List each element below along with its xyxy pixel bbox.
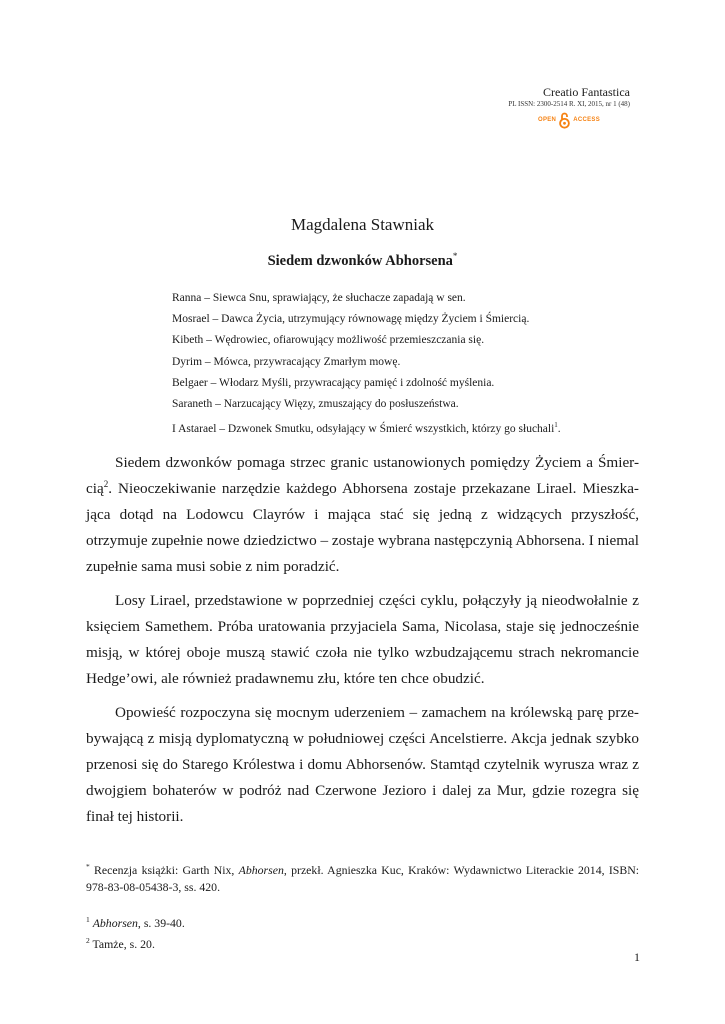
footnote-2 <box>86 932 639 953</box>
article-title-text: Siedem dzwonków Abhorsena <box>267 252 453 269</box>
journal-header <box>430 85 630 109</box>
open-access-logo <box>534 110 604 130</box>
article-title <box>0 246 725 271</box>
review-footnote <box>86 858 639 896</box>
bell-item: Dyrim – Mówca, przywracający Zmarłym mowę. <box>172 355 401 368</box>
review-book-title: Abhorsen <box>238 862 284 877</box>
footnote-1 <box>86 911 639 932</box>
footnote-1-mark: 1 <box>86 914 90 924</box>
bells-epigraph <box>172 288 632 440</box>
footnote-ref-1: 1 <box>554 421 558 430</box>
review-text-a: Recenzja książki: Garth Nix, <box>94 862 239 877</box>
open-lock-icon <box>559 111 570 129</box>
footnote-1-text: , s. 39-40. <box>137 915 185 930</box>
bell-item: Saraneth – Narzucający Więzy, zmuszający do posłuszeństwa. <box>172 398 459 411</box>
footnote-ref-2: 2 <box>103 478 109 489</box>
page-number: 1 <box>634 950 640 964</box>
bell-item: I Astarael – Dzwonek Smutku, odsyłający w Śmierć wszystkich, którzy go słuchali$^1$. <box>172 421 561 436</box>
body-paragraph-1b: . Nieoczekiwanie narzędzie każdego Abhorsena zostaje przekazane Lirael. Mieszka-jąca dotąd na Lodowcu Clayrów i mająca stać się jedną z widzących przyszłość, otrzymuje zupełnie nowe dziedzictwo – zostaje wybrana następczynią Abhorsena. I niemal zupełnie sama musi sobie z nim poradzić. <box>86 480 639 575</box>
footnote-2-mark: 2 <box>86 935 90 945</box>
bell-item: Kibeth – Wędrowiec, ofiarowujący możliwość przemieszczania się. <box>172 334 485 347</box>
article-body <box>86 450 639 838</box>
journal-issn: PL ISSN: 2300-2514 R. XI, 2015, nr 1 (48) <box>508 100 630 108</box>
body-paragraph: Opowieść rozpoczyna się mocnym uderzeniem – zamachem na królewską parę prze-bywającą z misją dyplomatyczną w południowej części Ancelstierre. Akcja jednak szybko przenosi się do Starego Królestwa i domu Abhorsenów. Stamtąd czytelnik wyrusza wraz z dwojgiem bohaterów w podróż nad Czerwone Jezioro i dalej za Mur, gdzie rozegra się finał tej historii. <box>86 704 639 825</box>
body-paragraph <box>86 450 639 580</box>
title-footnote-mark: * <box>452 251 458 261</box>
footnote-1-title: Abhorsen <box>92 915 138 930</box>
footnote-2-text: Tamże, s. 20. <box>92 936 155 951</box>
review-footnote-mark: * <box>86 862 90 871</box>
body-paragraph-1a: Siedem dzwonków pomaga strzec granic ustanowionych pomiędzy Życiem a Śmier-cią <box>86 454 639 497</box>
bell-item: Ranna – Siewca Snu, sprawiający, że słuchacze zapadają w sen. <box>172 292 466 304</box>
bell-item: Mosrael – Dawca Życia, utrzymujący równowagę między Życiem i Śmiercią. <box>172 313 530 326</box>
article-author: Magdalena Stawniak <box>290 215 435 234</box>
review-text-b: , przekł. Agnieszka Kuc, Kraków: Wydawnictwo Literackie 2014, ISBN: 978-83-08-05438-3, ss. 420. <box>86 862 640 894</box>
bell-item: Belgaer – Włodarz Myśli, przywracający pamięć i zdolność myślenia. <box>172 376 495 389</box>
journal-title: Creatio Fantastica <box>543 85 630 99</box>
open-access-label-right: ACCESS <box>573 117 601 123</box>
footnotes <box>86 858 639 953</box>
open-access-label-left: OPEN <box>537 117 557 123</box>
body-paragraph: Losy Lirael, przedstawione w poprzedniej części cyklu, połączyły ją nieodwołalnie z księciem Samethem. Próba uratowania przyjaciela Sama, Nicolasa, staje się jednocześnie misją, w której oboje muszą stawić czoła nie tylko wzbudzającemu strach nekromancie Hedge’owi, ale również pradawnemu złu, które ten chce obudzić. <box>86 592 639 687</box>
bell-item-text: I Astarael – Dzwonek Smutku, odsyłający w Śmierć wszystkich, którzy go słuchali <box>172 423 555 436</box>
